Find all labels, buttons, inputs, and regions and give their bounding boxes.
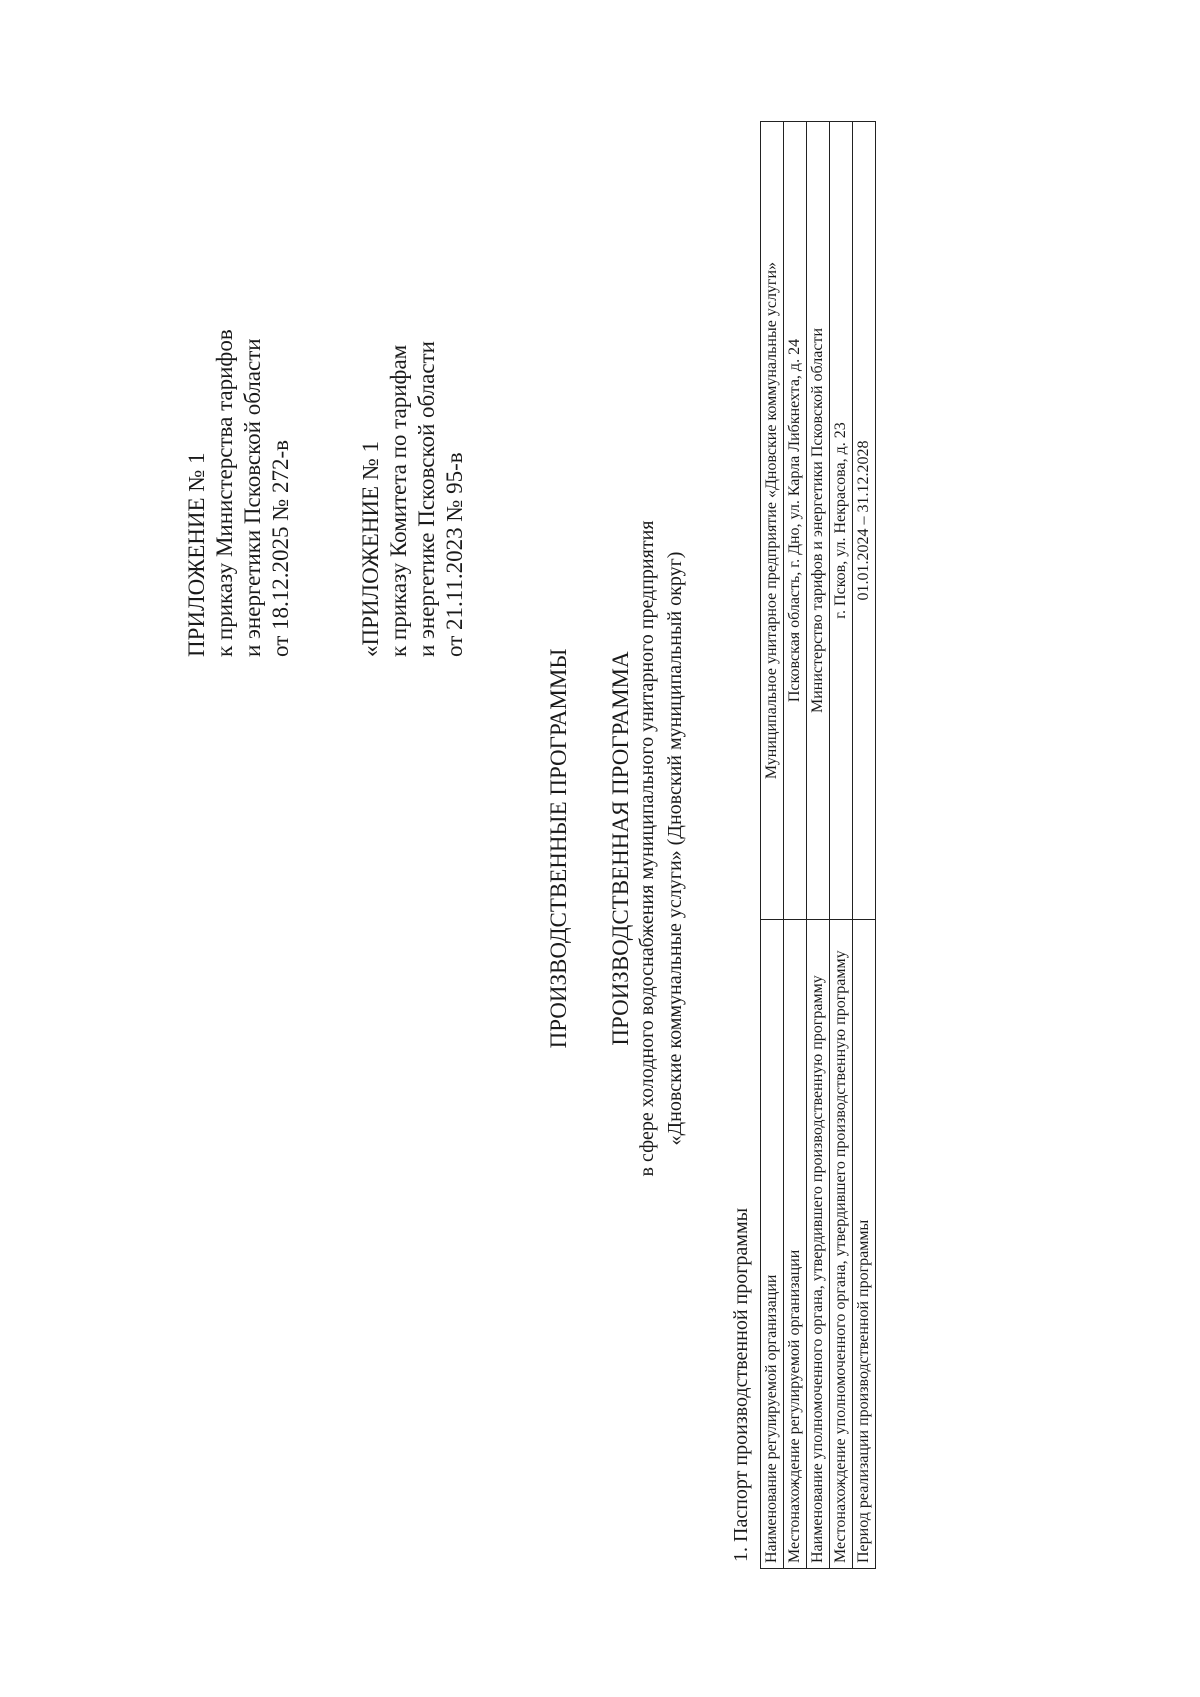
appendix-current-line3: от 18.12.2025 № 272-в xyxy=(268,440,293,657)
appendix-previous-line2: и энергетике Псковской области xyxy=(414,341,439,657)
row-value: Псковская область, г. Дно, ул. Карла Либкнехта, д. 24 xyxy=(784,122,807,920)
appendix-current xyxy=(183,202,295,657)
appendix-previous-line1 xyxy=(385,202,413,657)
word: тарифов xyxy=(212,329,237,411)
program-subtitle-1: в сфере холодного водоснабжения муниципального унитарного предприятия xyxy=(636,520,658,1177)
word: Министерства xyxy=(212,416,237,558)
appendix-current-title: ПРИЛОЖЕНИЕ № 1 xyxy=(184,452,209,657)
row-value: Муниципальное унитарное предприятие «Дновские коммунальные услуги» xyxy=(761,122,784,920)
appendix-previous-line3: от 21.11.2023 № 95-в xyxy=(442,452,467,657)
word: тарифам xyxy=(386,344,411,429)
word: к xyxy=(212,645,237,657)
table-row xyxy=(830,122,853,1569)
row-label: Наименование регулируемой организации xyxy=(761,920,784,1569)
word: по xyxy=(386,434,411,459)
table-row xyxy=(807,122,830,1569)
row-value: Министерство тарифов и энергетики Псковской области xyxy=(807,122,830,920)
program-title: ПРОИЗВОДСТВЕННАЯ ПРОГРАММА xyxy=(608,651,633,1046)
passport-heading: 1. Паспорт производственной программы xyxy=(730,1207,752,1562)
row-label: Период реализации производственной программы xyxy=(853,920,876,1569)
appendix-previous xyxy=(357,202,469,657)
word: приказу xyxy=(212,562,237,641)
table-row xyxy=(784,122,807,1569)
row-value: 01.01.2024 – 31.12.2028 xyxy=(853,122,876,920)
table-row xyxy=(761,122,784,1569)
word: к xyxy=(386,645,411,657)
word: приказу xyxy=(386,562,411,641)
appendix-current-line2: и энергетики Псковской области xyxy=(240,338,265,657)
word: Комитета xyxy=(386,464,411,558)
document-title: ПРОИЗВОДСТВЕННЫЕ ПРОГРАММЫ xyxy=(546,648,571,1049)
passport-table xyxy=(760,121,876,1569)
row-label: Местонахождение уполномоченного органа, утвердившего производственную программу xyxy=(830,920,853,1569)
appendix-previous-title: «ПРИЛОЖЕНИЕ № 1 xyxy=(358,440,383,657)
program-subtitle-2: «Дновские коммунальные услуги» (Дновский муниципальный округ) xyxy=(664,551,686,1146)
row-label: Наименование уполномоченного органа, утвердившего производственную программу xyxy=(807,920,830,1569)
table-row xyxy=(853,122,876,1569)
row-label: Местонахождение регулируемой организации xyxy=(784,920,807,1569)
row-value: г. Псков, ул. Некрасова, д. 23 xyxy=(830,122,853,920)
appendix-current-line1 xyxy=(211,202,239,657)
